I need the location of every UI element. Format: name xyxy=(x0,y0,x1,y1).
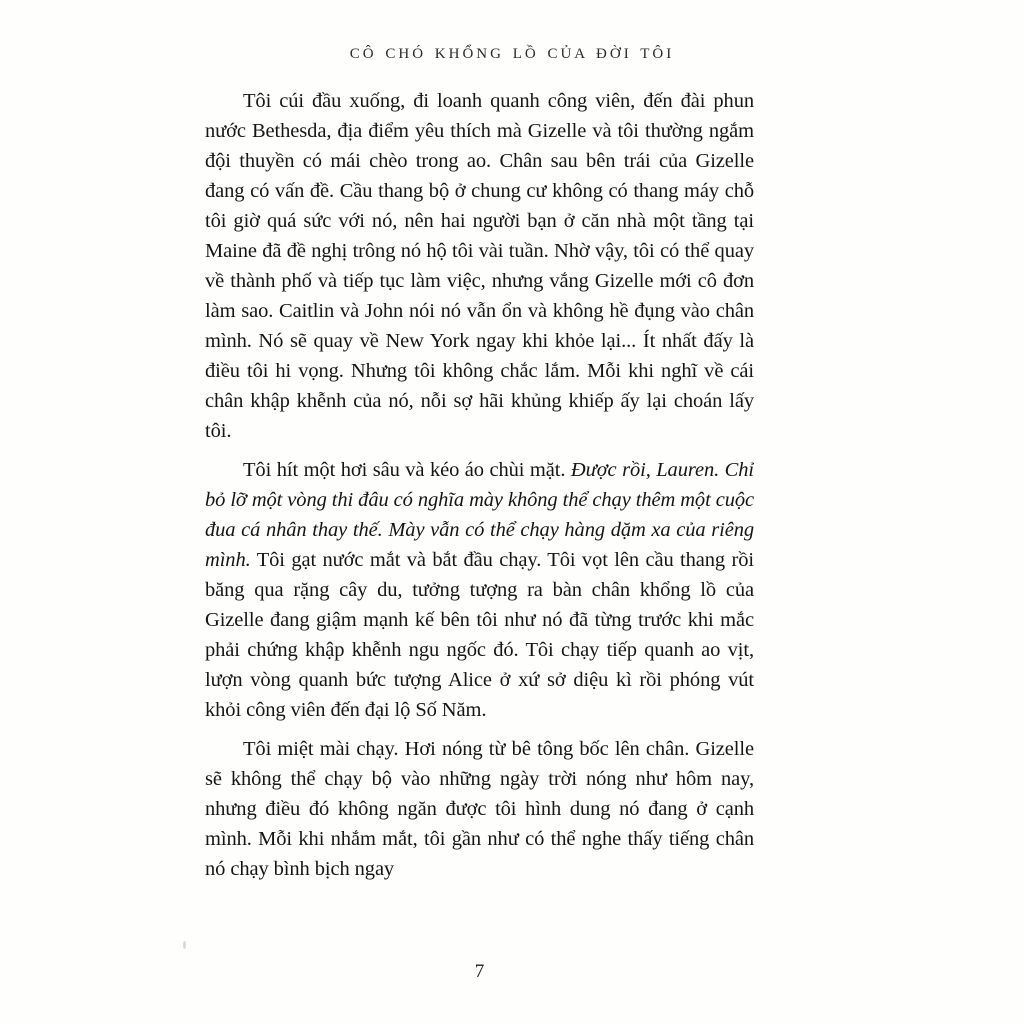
text-run: Tôi cúi đầu xuống, đi loanh quanh công viên, đến đài phun nước Bethesda, địa điểm yêu thích mà Gizelle và tôi thường ngắm đội thuyền có mái chèo trong ao. Chân sau bên trái của Gizelle đang có vấn đề. Cầu thang bộ ở chung cư không có thang máy chỗ tôi giờ quá sức với nó, nên hai người bạn ở căn nhà một tầng tại Maine đã đề nghị trông nó hộ tôi vài tuần. Nhờ vậy, tôi có thể quay về thành phố và tiếp tục làm việc, nhưng vắng Gizelle mới cô đơn làm sao. Caitlin và John nói nó vẫn ổn và không hề đụng vào chân mình. Nó sẽ quay về New York ngay khi khỏe lại... Ít nhất đấy là điều tôi hi vọng. Nhưng tôi không chắc lắm. Mỗi khi nghĩ về cái chân khập khễnh của nó, nỗi sợ hãi khủng khiếp ấy lại choán lấy tôi. xyxy=(205,90,754,442)
page-number: 7 xyxy=(474,961,485,982)
scan-speck xyxy=(183,941,186,949)
running-header: CÔ CHÓ KHỔNG LỒ CỦA ĐỜI TÔI xyxy=(349,46,675,62)
text-run: Tôi gạt nước mắt và bắt đầu chạy. Tôi vọt lên cầu thang rồi băng qua rặng cây du, tưởng tượng ra bàn chân khổng lồ của Gizelle đang giậm mạnh kế bên tôi như nó đã từng trước khi mắc phải chứng khập khễnh ngu ngốc đó. Tôi chạy tiếp quanh ao vịt, lượn vòng quanh bức tượng Alice ở xứ sở diệu kì rồi phóng vút khỏi công viên đến đại lộ Số Năm. xyxy=(205,549,754,721)
text-run: Tôi hít một hơi sâu và kéo áo chùi mặt. xyxy=(243,459,571,481)
italic-text-run: Được rồi, Lauren. Chỉ bỏ lỡ một vòng thi đâu có nghĩa mày không thể chạy thêm một cuộc đua cá nhân thay thế. Mày vẫn có thể chạy hàng dặm xa của riêng mình. xyxy=(205,459,754,571)
text-run: Tôi miệt mài chạy. Hơi nóng từ bê tông bốc lên chân. Gizelle sẽ không thể chạy bộ vào những ngày trời nóng như hôm nay, nhưng điều đó không ngăn được tôi hình dung nó đang ở cạnh mình. Mỗi khi nhắm mắt, tôi gần như có thể nghe thấy tiếng chân nó chạy bình bịch ngay xyxy=(205,738,754,880)
paragraph xyxy=(205,455,754,725)
paragraph xyxy=(205,86,754,446)
page-body xyxy=(205,86,754,884)
paragraph xyxy=(205,734,754,884)
